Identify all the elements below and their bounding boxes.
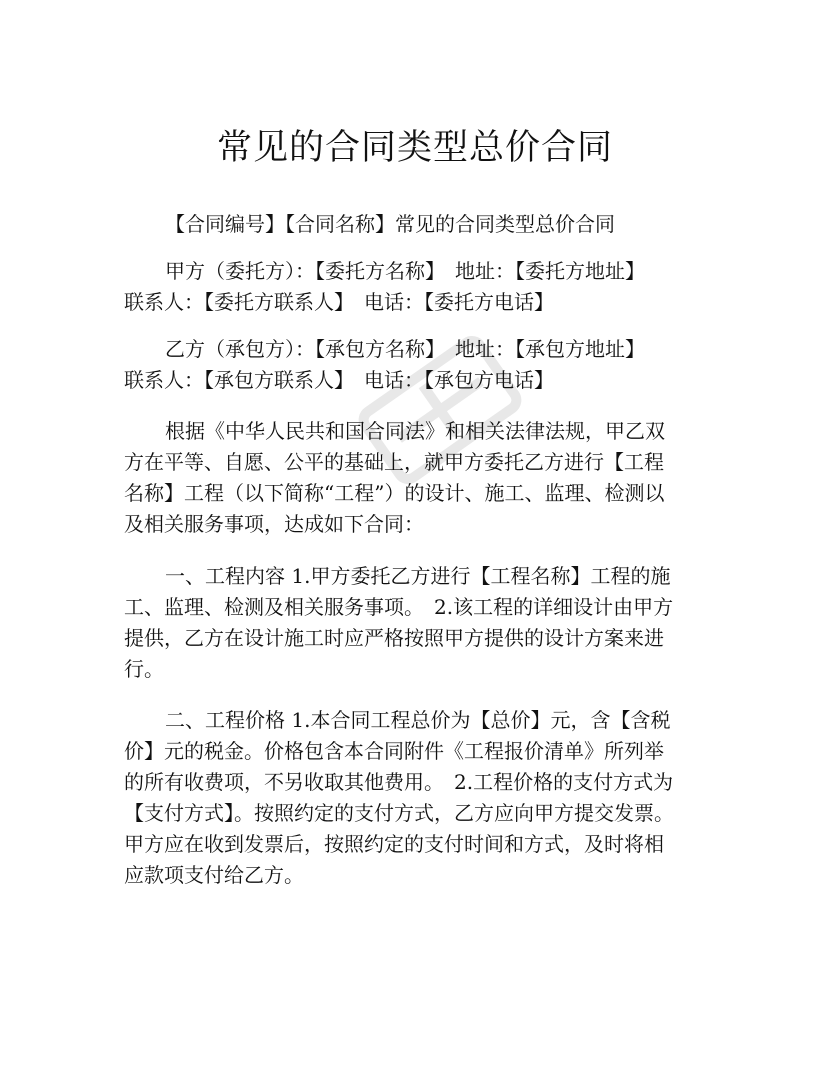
section-1-line: 行。 <box>124 657 164 681</box>
section-2-line: 二、工程价格 1.本合同工程总价为【总价】元，含【含税 <box>165 708 671 732</box>
section-1-paragraph <box>124 561 716 685</box>
document-title: 常见的合同类型总价合同 <box>216 128 613 168</box>
preamble-line: 方在平等、自愿、公平的基础上，就甲方委托乙方进行【工程 <box>124 450 664 474</box>
preamble-line: 名称】工程（以下简称“工程”）的设计、施工、监理、检测以 <box>124 481 665 505</box>
preamble-line: 及相关服务事项，达成如下合同： <box>124 512 424 536</box>
party-a-info <box>124 256 716 318</box>
party-b-line-2: 联系人：【承包方联系人】 电话：【承包方电话】 <box>124 368 554 392</box>
party-b-line-1: 乙方（承包方）：【承包方名称】 地址：【承包方地址】 <box>165 337 645 361</box>
section-2-line: 【支付方式】。按照约定的支付方式，乙方应向甲方提交发票。 <box>124 801 674 825</box>
preamble-line: 根据《中华人民共和国合同法》和相关法律法规，甲乙双 <box>165 419 665 443</box>
section-2-line: 甲方应在收到发票后，按照约定的支付时间和方式，及时将相 <box>124 832 664 856</box>
preamble-paragraph <box>124 416 716 540</box>
contract-header-text: 【合同编号】【合同名称】常见的合同类型总价合同 <box>165 212 615 236</box>
party-b-info <box>124 334 716 396</box>
section-2-paragraph <box>124 705 716 891</box>
party-a-line-1: 甲方（委托方）：【委托方名称】 地址：【委托方地址】 <box>165 259 645 283</box>
contract-header <box>124 209 757 240</box>
section-1-line: 一、工程内容 1.甲方委托乙方进行【工程名称】工程的施 <box>165 564 671 588</box>
section-2-line: 的所有收费项，不另收取其他费用。 2.工程价格的支付方式为 <box>124 770 674 794</box>
section-1-line: 提供，乙方在设计施工时应严格按照甲方提供的设计方案来进 <box>124 626 664 650</box>
section-2-line: 应款项支付给乙方。 <box>124 863 304 887</box>
section-2-line: 价】元的税金。价格包含本合同附件《工程报价清单》所列举 <box>124 739 664 763</box>
section-1-line: 工、监理、检测及相关服务事项。 2.该工程的详细设计由甲方 <box>124 595 674 619</box>
party-a-line-2: 联系人：【委托方联系人】 电话：【委托方电话】 <box>124 290 554 314</box>
